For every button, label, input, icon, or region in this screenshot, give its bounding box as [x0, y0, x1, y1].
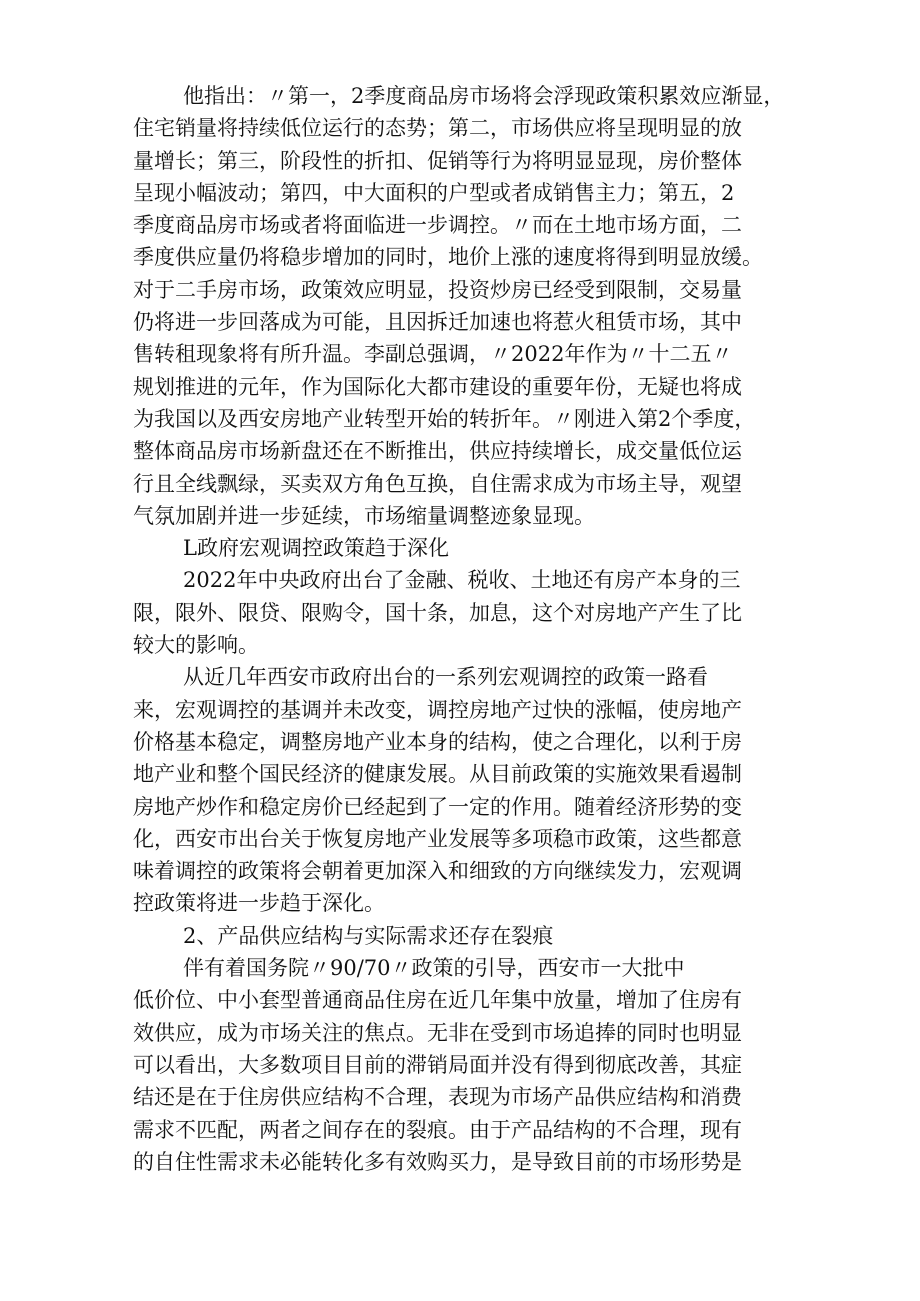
text-line: 售转租现象将有所升温。李副总强调，〃2022年作为〃十二五〃	[133, 342, 733, 367]
text-line: 对于二手房市场，政策效应明显，投资炒房已经受到限制，交易量	[133, 277, 742, 302]
text-line: 的自住性需求未必能转化多有效购买力，是导致目前的市场形势是	[133, 1149, 742, 1174]
text-line: 他指出：〃第一，2季度商品房市场将会浮现政策积累效应渐显，	[183, 84, 785, 108]
text-line: 2022年中央政府出台了金融、税收、土地还有房产本身的三	[183, 568, 741, 593]
text-line: 效供应，成为市场关注的焦点。无非在受到市场追捧的同时也明显	[133, 1020, 742, 1045]
text-line: 量增长；第三，阶段性的折扣、促销等行为将明显显现，房价整体	[133, 148, 742, 173]
text-line: 季度供应量仍将稳步增加的同时，地价上涨的速度将得到明显放缓。	[133, 245, 763, 270]
text-line: 地产业和整个国民经济的健康发展。从目前政策的实施效果看遏制	[133, 762, 742, 787]
text-line: 气氛加剧并进一步延续，市场缩量调整迹象显现。	[133, 503, 595, 528]
paragraph-4	[133, 952, 833, 1178]
section-heading-2	[133, 920, 833, 952]
text-line: 呈现小幅波动；第四，中大面积的户型或者成销售主力；第五，2	[133, 180, 735, 205]
text-line: 季度商品房市场或者将面临进一步调控。〃而在土地市场方面，二	[133, 213, 742, 238]
text-line: 限，限外、限贷、限购令，国十条，加息，这个对房地产产生了比	[133, 600, 742, 625]
heading-text: L政府宏观调控政策趋于深化	[183, 536, 449, 561]
paragraph-1	[133, 80, 833, 532]
text-line: 需求不匹配，两者之间存在的裂痕。由于产品结构的不合理，现有	[133, 1117, 742, 1142]
text-line: 行且全线飘绿，买卖双方角色互换，自住需求成为市场主导，观望	[133, 471, 742, 496]
text-line: 较大的影响。	[133, 633, 259, 658]
text-line: 控政策将进一步趋于深化。	[133, 891, 385, 916]
text-line: 味着调控的政策将会朝着更加深入和细致的方向继续发力，宏观调	[133, 859, 742, 884]
text-line: 结还是在于住房供应结构不合理，表现为市场产品供应结构和消费	[133, 1085, 742, 1110]
paragraph-2	[133, 564, 833, 661]
paragraph-3	[133, 661, 833, 919]
text-line: 伴有着国务院〃90/70〃政策的引导，西安市一大批中	[183, 956, 685, 981]
document-body	[133, 80, 833, 1178]
text-line: 可以看出，大多数项目目前的滞销局面并没有得到彻底改善，其症	[133, 1052, 742, 1077]
section-heading-1	[133, 532, 833, 564]
text-line: 仍将进一步回落成为可能，且因拆迁加速也将惹火租赁市场，其中	[133, 310, 742, 335]
text-line: 来，宏观调控的基调并未改变，调控房地产过快的涨幅，使房地产	[133, 697, 742, 722]
text-line: 低价位、中小套型普通商品住房在近几年集中放量，增加了住房有	[133, 988, 742, 1013]
text-line: 从近几年西安市政府出台的一系列宏观调控的政策一路看	[183, 665, 708, 690]
text-line: 房地产炒作和稳定房价已经起到了一定的作用。随着经济形势的变	[133, 794, 742, 819]
text-line: 为我国以及西安房地产业转型开始的转折年。〃刚进入第2个季度，	[133, 406, 756, 431]
text-line: 住宅销量将持续低位运行的态势；第二，市场供应将呈现明显的放	[133, 116, 742, 141]
text-line: 化，西安市出台关于恢复房地产业发展等多项稳市政策，这些都意	[133, 826, 742, 851]
text-line: 规划推进的元年，作为国际化大都市建设的重要年份，无疑也将成	[133, 374, 742, 399]
text-line: 整体商品房市场新盘还在不断推出，供应持续增长，成交量低位运	[133, 439, 742, 464]
heading-text: 2、产品供应结构与实际需求还存在裂痕	[183, 923, 554, 948]
text-line: 价格基本稳定，调整房地产业本身的结构，使之合理化，以利于房	[133, 729, 742, 754]
